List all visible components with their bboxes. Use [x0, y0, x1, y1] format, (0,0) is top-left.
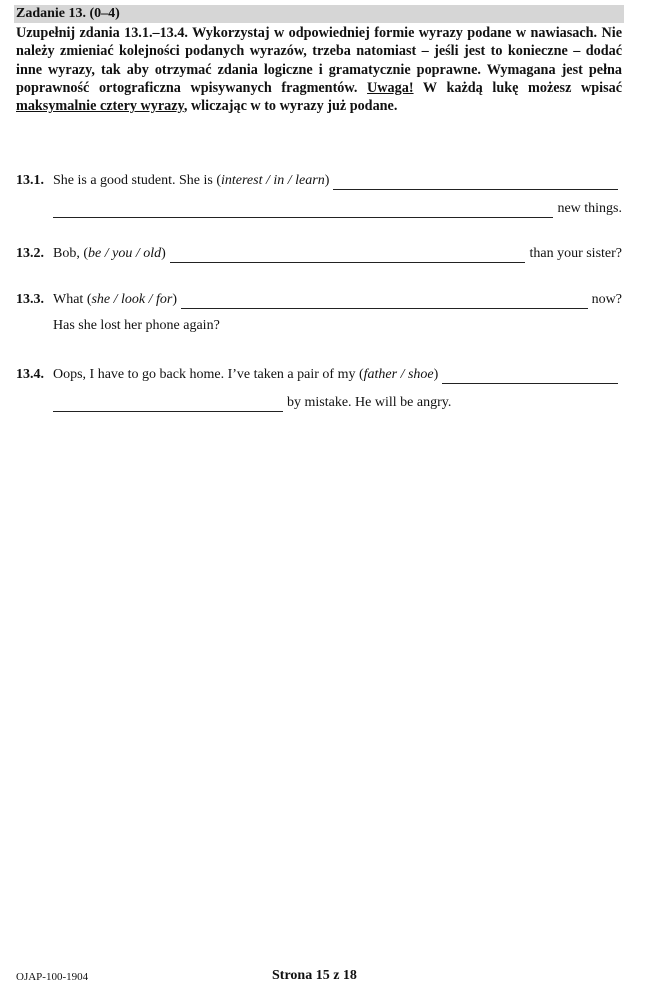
- answer-blank[interactable]: [181, 294, 588, 309]
- task-instructions: [16, 24, 622, 115]
- given-words: she / look / for: [91, 292, 173, 307]
- exercise-number: 13.1.: [16, 173, 44, 188]
- instructions-text-3: , wliczając w to wyrazy już podane.: [183, 98, 398, 115]
- exercise-text-line2: Has she lost her phone again?: [53, 318, 220, 333]
- instructions-text-2: W każdą lukę możesz wpisać: [413, 79, 622, 96]
- exercise-text: What (she / look / for): [53, 292, 178, 307]
- answer-blank[interactable]: [442, 369, 618, 384]
- exam-code: OJAP-100-1904: [16, 971, 89, 983]
- exercise-number: 13.4.: [16, 367, 44, 382]
- exercise-13-2: [16, 245, 622, 263]
- exercise-number: 13.3.: [16, 292, 44, 307]
- answer-blank[interactable]: [333, 175, 618, 190]
- given-words: father / shoe: [363, 367, 434, 382]
- exercise-13-3: [16, 291, 622, 335]
- exercise-text: Oops, I have to go back home. I’ve taken a pair of my (father / shoe): [53, 367, 439, 382]
- exercise-number: 13.2.: [16, 246, 44, 261]
- page-number: Strona 15 z 18: [272, 968, 357, 983]
- exercise-13-1: [16, 172, 622, 218]
- task-title: Zadanie 13. (0–4): [14, 5, 624, 23]
- given-words: interest / in / learn: [221, 173, 325, 188]
- exercise-13-4: [16, 366, 622, 412]
- exercise-text-end: than your sister?: [529, 246, 622, 261]
- exercise-text-end: by mistake. He will be angry.: [287, 395, 452, 410]
- answer-blank[interactable]: [53, 203, 553, 218]
- exercise-text-end: new things.: [557, 201, 622, 216]
- max-words-note: maksymalnie cztery wyrazy: [16, 98, 184, 115]
- instructions-text: Uzupełnij zdania 13.1.–13.4. Wykorzystaj w odpowiedniej formie wyrazy podane w nawiasach. Nie należy zmieniać kolejności podanych wyrazów, trzeba natomiast – jeśli jest to konieczne – dodać inne wyrazy, tak aby otrzymać zdania logiczne i gramatycznie poprawne. Wymagana jest pełna poprawność ortograficzna wpisywanych fragmentów.: [16, 25, 622, 96]
- answer-blank[interactable]: [170, 248, 526, 263]
- exercise-text: She is a good student. She is (interest / in / learn): [53, 173, 330, 188]
- answer-blank[interactable]: [53, 397, 283, 412]
- exercise-text-end: now?: [591, 292, 622, 307]
- warning-label: Uwaga!: [367, 79, 414, 96]
- exercise-text: Bob, (be / you / old): [53, 246, 166, 261]
- given-words: be / you / old: [88, 246, 162, 261]
